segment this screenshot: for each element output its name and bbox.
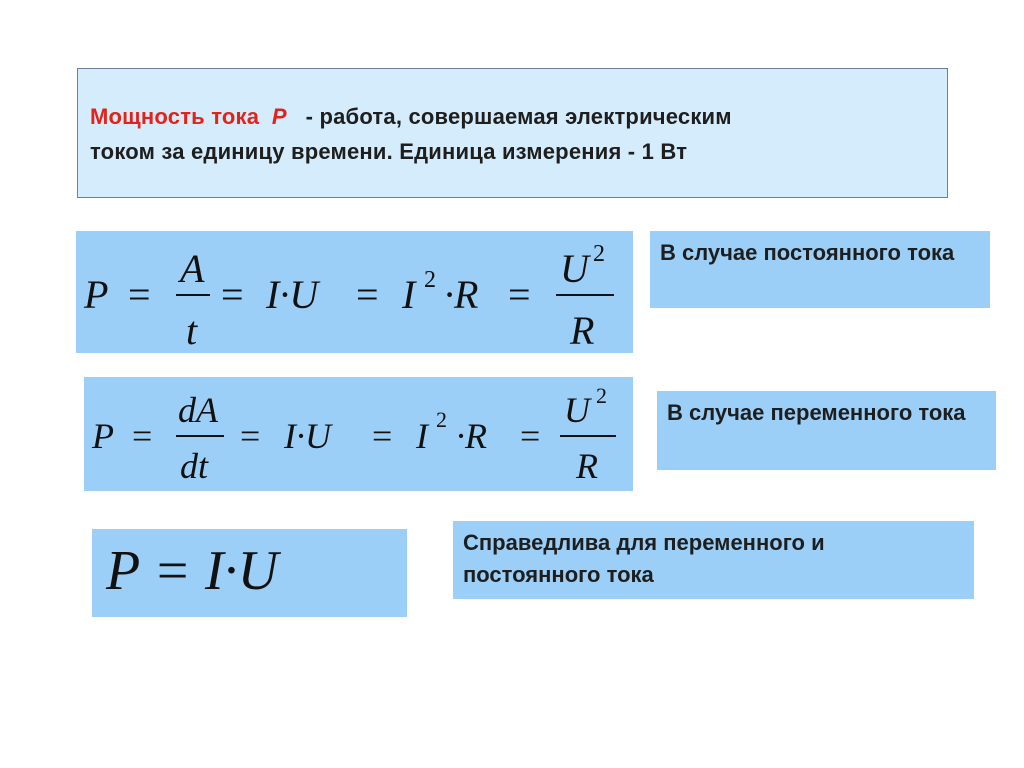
formula-ac-den: dt — [180, 446, 209, 486]
formula-dc-eq4: = — [508, 272, 531, 317]
formula-ac-eq2: = — [240, 416, 261, 456]
formula-ac-pow: 2 — [436, 407, 447, 432]
definition-text — [90, 99, 732, 169]
label-ac-text: В случае переменного тока — [667, 400, 966, 425]
label-dc-text: В случае постоянного тока — [660, 240, 955, 265]
formula-ac-R: ·R — [456, 416, 487, 456]
formula-dc-eq2: = — [221, 272, 244, 317]
formula-dc-eq1: = — [128, 272, 151, 317]
formula-ac-I: I — [416, 416, 428, 456]
formula-general-text: P = I·U — [106, 540, 279, 602]
formula-dc-eq3: = — [356, 272, 379, 317]
formula-dc — [76, 231, 633, 353]
formula-dc-IU: I·U — [266, 272, 319, 317]
formula-dc-den2: R — [570, 308, 595, 353]
formula-ac-eq4: = — [520, 416, 541, 456]
label-both — [453, 521, 974, 599]
label-dc — [650, 231, 990, 308]
definition-symbol: P — [271, 104, 287, 129]
definition-term: Мощность тока — [90, 104, 260, 129]
formula-dc-num: A — [180, 246, 205, 291]
formula-dc-den: t — [186, 308, 198, 353]
formula-dc-P: P — [84, 272, 109, 317]
formula-dc-pow: 2 — [424, 267, 436, 293]
formula-ac — [84, 377, 633, 491]
definition-line2: током за единицу времени. Единица измерения - 1 Вт — [90, 139, 688, 164]
formula-ac-eq3: = — [372, 416, 393, 456]
formula-dc-fraction-bar — [176, 294, 210, 296]
formula-dc-R: ·R — [444, 272, 479, 317]
definition-line1: - работа, совершаемая электрическим — [305, 104, 732, 129]
formula-ac-num2-pow: 2 — [596, 383, 607, 408]
label-both-text: Справедлива для переменного и постоянного тока — [463, 530, 825, 587]
formula-ac-eq1: = — [132, 416, 153, 456]
formula-ac-num2: U — [564, 390, 590, 430]
definition-box — [77, 68, 948, 198]
formula-dc-num2: U — [560, 246, 589, 291]
formula-ac-fraction-bar — [176, 435, 224, 437]
formula-dc-fraction-bar-2 — [556, 294, 614, 296]
formula-ac-num: dA — [178, 390, 218, 430]
formula-ac-fraction-bar-2 — [560, 435, 616, 437]
formula-general — [92, 529, 407, 617]
formula-dc-num2-pow: 2 — [593, 241, 605, 267]
label-ac — [657, 391, 996, 470]
formula-ac-P: P — [92, 416, 114, 456]
formula-ac-den2: R — [576, 446, 598, 486]
formula-dc-I: I — [402, 272, 416, 317]
formula-ac-IU: I·U — [284, 416, 331, 456]
